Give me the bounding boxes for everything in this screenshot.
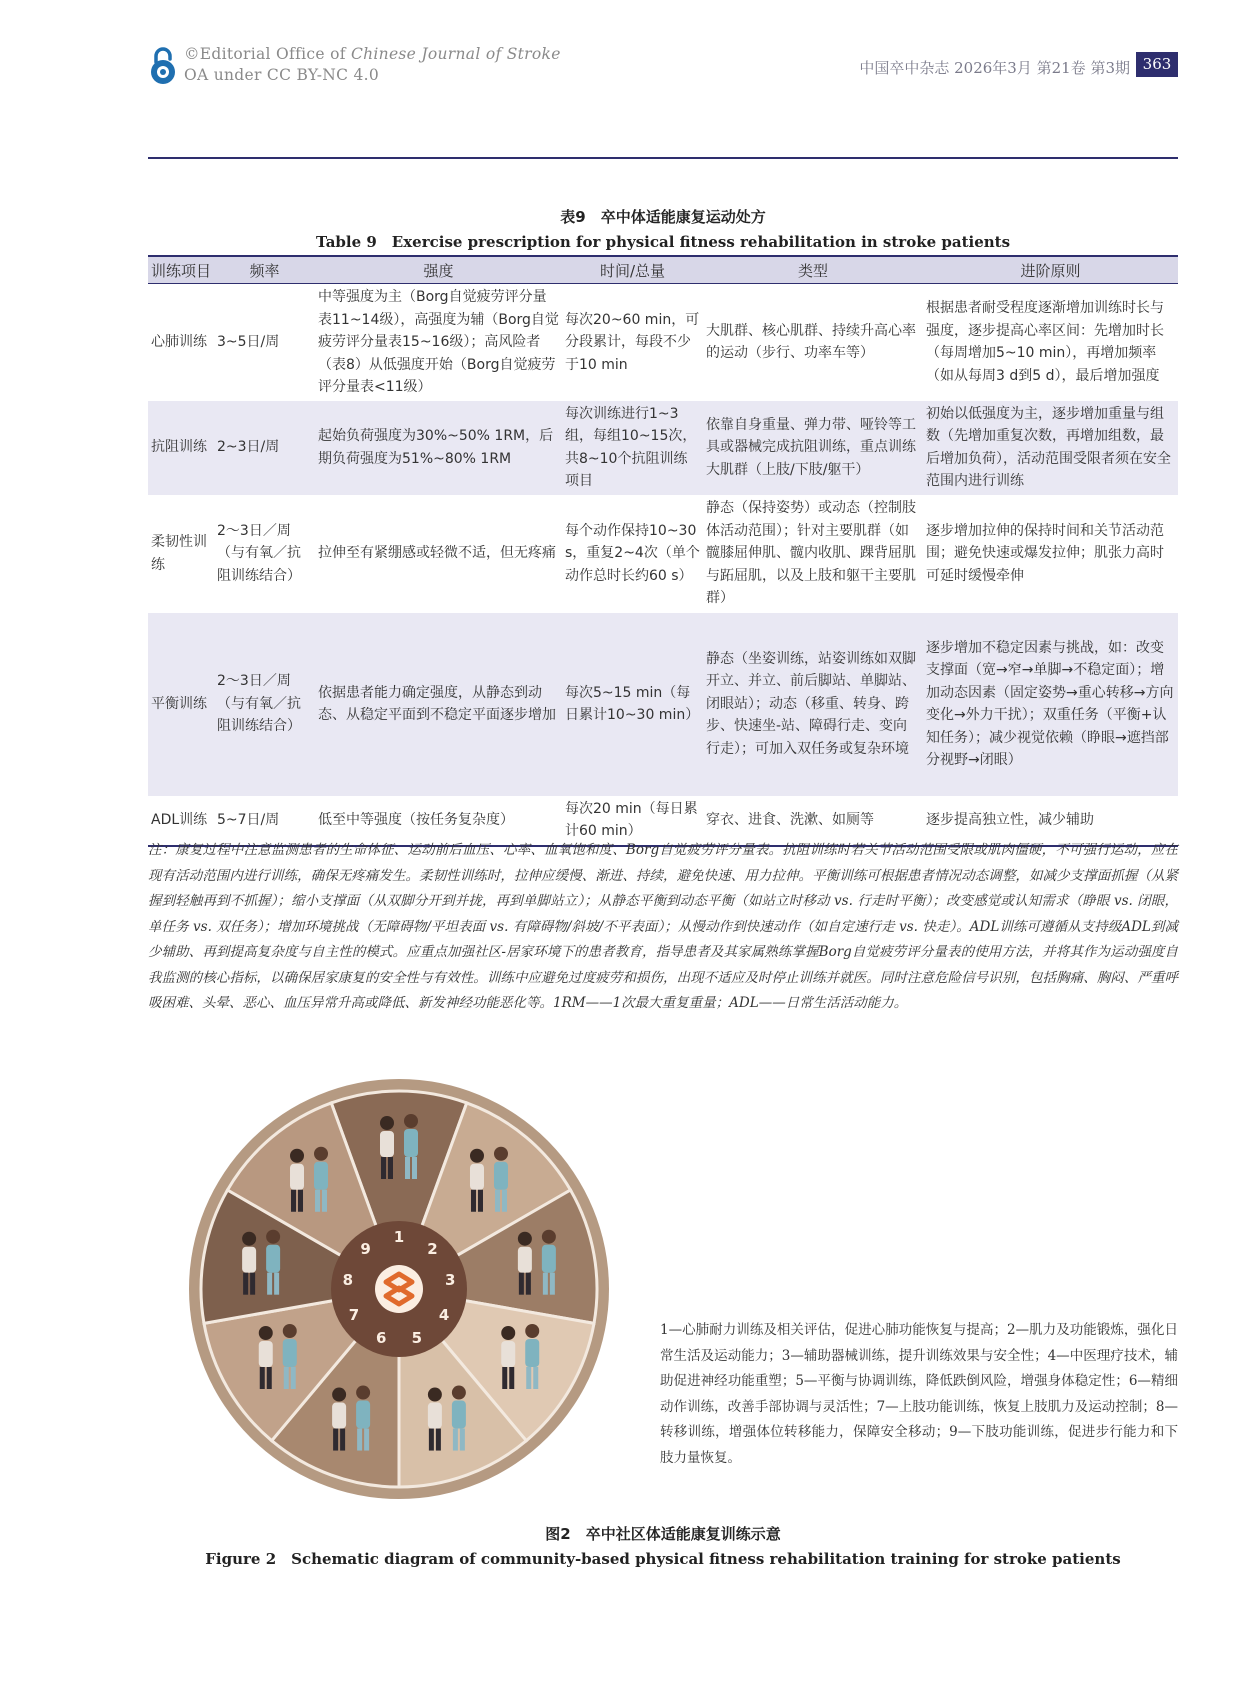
cell-item: 抗阻训练	[148, 401, 214, 495]
cell-time: 每个动作保持10~30 s，重复2~4次（单个动作总时长约60 s）	[565, 522, 700, 584]
cell-intensity: 拉伸至有紧绷感或轻微不适，但无疼痛	[318, 545, 556, 562]
cell-progression: 初始以低强度为主，逐步增加重量与组数（先增加重复次数，再增加组数，最后增加负荷），活动范围受限者须在安全范围内进行训练	[923, 401, 1178, 495]
journal-info: 中国卒中杂志 2026年3月 第21卷 第3期	[859, 59, 1130, 77]
cell-time: 每次20 min（每日累计60 min）	[562, 796, 703, 846]
segment-number: 7	[348, 1306, 360, 1324]
figure-caption-cn: 图2 卒中社区体适能康复训练示意	[545, 1525, 781, 1543]
table-header-row	[148, 256, 1178, 284]
table-row	[148, 613, 1178, 796]
table-row	[148, 495, 1178, 613]
col-header-item: 训练项目	[148, 256, 214, 284]
journal-name-italic: Chinese Journal of Stroke	[350, 45, 561, 63]
col-header-time: 时间/总量	[562, 256, 703, 284]
open-access-lock-icon	[148, 46, 178, 86]
cell-intensity: 中等强度为主（Borg自觉疲劳评分量表11~14级），高强度为辅（Borg自觉疲劳评分量表15~16级）；高风险者（表8）从低强度开始（Borg自觉疲劳评分量表<11级）	[318, 289, 559, 395]
journal-logo-icon	[375, 1265, 423, 1313]
cell-type: 穿衣、进食、洗漱、如厕等	[703, 796, 923, 846]
cell-intensity: 起始负荷强度为30%~50% 1RM，后期负荷强度为51%~80% 1RM	[315, 401, 562, 495]
cell-time: 每次训练进行1~3组，每组10~15次，共8~10个抗阻训练项目	[562, 401, 703, 495]
cell-frequency: 2~3日/周	[214, 401, 315, 495]
rehabilitation-wheel-figure	[188, 1078, 610, 1500]
cell-item: 平衡训练	[148, 613, 214, 796]
cell-type: 静态（保持姿势）或动态（控制肢体活动范围）；针对主要肌群（如髋膝屈伸肌、髋内收肌、踝背屈肌与跖屈肌，以及上肢和躯干主要肌群）	[706, 500, 916, 607]
table-row	[148, 401, 1178, 495]
segment-number: 9	[360, 1240, 371, 1259]
cell-item: 柔韧性训练	[151, 534, 207, 573]
col-header-frequency: 频率	[214, 256, 315, 284]
table-footnote: 注：康复过程中注意监测患者的生命体征、运动前后血压、心率、血氧饱和度、Borg自觉疲劳评分量表。抗阻训练时若关节活动范围受限或肌肉僵硬，不可强行运动，应在现有活动范围内进行训练，确保无疼痛发生。柔韧性训练时，拉伸应缓慢、渐进、持续，避免快速、用力拉伸。平衡训练可根据患者情况动态调整，如减少支撑面抓握（从紧握到轻触再到不抓握）；缩小支撑面（从双脚分开到并拢，再到单脚站立）；从静态平衡到动态平衡（如站立时移动 vs. 行走时平衡）；改变感觉或认知需求（睁眼 vs. 闭眼，单任务 vs. 双任务）；增加环境挑战（无障碍物/平坦表面 vs. 有障碍物/斜坡/不平表面）；从慢动作到快速动作（如自定速行走 vs. 快走）。ADL训练可遵循从支持级ADL到减少辅助、再到提高复杂度与自主性的模式。应重点加强社区-居家环境下的患者教育，指导患者及其家属熟练掌握Borg自觉疲劳评分量表的使用方法，并将其作为运动强度自我监测的核心指标，以确保居家康复的安全性与有效性。训练中应避免过度疲劳和损伤，出现不适应及时停止训练并就医。同时注意危险信号识别，包括胸痛、胸闷、严重呼吸困难、头晕、恶心、血压异常升高或降低、新发神经功能恶化等。1RM——1次最大重复重量；ADL——日常生活活动能力。	[148, 842, 1178, 1011]
cell-type: 静态（坐姿训练，站姿训练如双脚开立、并立、前后脚站、单脚站、闭眼站）；动态（移重、转身、跨步、快速坐-站、障碍行走、变向行走）；可加入双任务或复杂环境	[703, 613, 923, 796]
cell-item: 心肺训练	[151, 334, 207, 350]
table-row	[148, 284, 1178, 401]
figure-caption-en: Figure 2 Schematic diagram of community-based physical fitness rehabilitation training for stroke patients	[205, 1550, 1121, 1568]
copyright-notice: ©Editorial Office of Chinese Journal of Stroke OA under CC BY-NC 4.0	[184, 45, 561, 84]
segment-number: 2	[427, 1240, 438, 1259]
cell-progression: 根据患者耐受程度逐渐增加训练时长与强度，逐步提高心率区间：先增加时长（每周增加5~10 min），再增加频率（如从每周3 d到5 d），最后增加强度	[926, 300, 1164, 384]
exercise-prescription-table	[148, 255, 1178, 847]
segment-number: 4	[438, 1306, 450, 1324]
cell-time: 每次20~60 min，可分段累计，每段不少于10 min	[565, 311, 700, 373]
cell-frequency: 5~7日/周	[214, 796, 315, 846]
segment-number: 6	[375, 1328, 387, 1347]
cell-frequency: 2～3日／周（与有氧／抗阻训练结合）	[217, 522, 301, 584]
cell-intensity: 依据患者能力确定强度，从静态到动态、从稳定平面到不稳定平面逐步增加	[315, 613, 562, 796]
cell-frequency: 2～3日／周（与有氧／抗阻训练结合）	[214, 613, 315, 796]
cell-progression: 逐步提高独立性，减少辅助	[923, 796, 1178, 846]
header-rule	[148, 157, 1178, 159]
col-header-progression: 进阶原则	[923, 256, 1178, 284]
table-caption-en: Table 9 Exercise prescription for physical fitness rehabilitation in stroke patients	[315, 233, 1011, 251]
cell-time: 每次5~15 min（每日累计10~30 min）	[562, 613, 703, 796]
col-header-type: 类型	[703, 256, 923, 284]
col-header-intensity: 强度	[315, 256, 562, 284]
segment-number: 3	[444, 1270, 456, 1289]
page-number: 363	[1136, 52, 1178, 77]
cell-progression: 逐步增加不稳定因素与挑战，如：改变支撑面（宽→窄→单脚→不稳定面）；增加动态因素（固定姿势→重心转移→方向变化→外力干扰）；双重任务（平衡+认知任务）；减少视觉依赖（睁眼→遮挡部分视野→闭眼）	[923, 613, 1178, 796]
cell-item: ADL训练	[148, 796, 214, 846]
segment-number: 5	[411, 1328, 423, 1347]
table-caption-cn: 表9 卒中体适能康复运动处方	[560, 208, 766, 226]
segment-number: 8	[342, 1270, 354, 1289]
cell-type: 依靠自身重量、弹力带、哑铃等工具或器械完成抗阻训练，重点训练大肌群（上肢/下肢/躯干）	[703, 401, 923, 495]
cell-frequency: 3~5日/周	[217, 334, 280, 350]
figure-legend: 1—心肺耐力训练及相关评估，促进心肺功能恢复与提高；2—肌力及功能锻炼，强化日常生活及运动能力；3—辅助器械训练，提升训练效果与安全性；4—中医理疗技术，辅助促进神经功能重塑；5—平衡与协调训练，降低跌倒风险，增强身体稳定性；6—精细动作训练，改善手部协调与灵活性；7—上肢功能训练，恢复上肢肌力及运动控制；8—转移训练，增强体位转移能力，保障安全移动；9—下肢功能训练，促进步行能力和下肢力量恢复。	[660, 1322, 1178, 1466]
license-text: OA under CC BY-NC 4.0	[184, 66, 380, 84]
cell-intensity: 低至中等强度（按任务复杂度）	[315, 796, 562, 846]
segment-number: 1	[393, 1228, 405, 1246]
page-header	[148, 44, 1178, 88]
cell-progression: 逐步增加拉伸的保持时间和关节活动范围；避免快速或爆发拉伸；肌张力高时可延时缓慢牵伸	[926, 522, 1164, 584]
cell-type: 大肌群、核心肌群、持续升高心率的运动（步行、功率车等）	[706, 322, 916, 362]
